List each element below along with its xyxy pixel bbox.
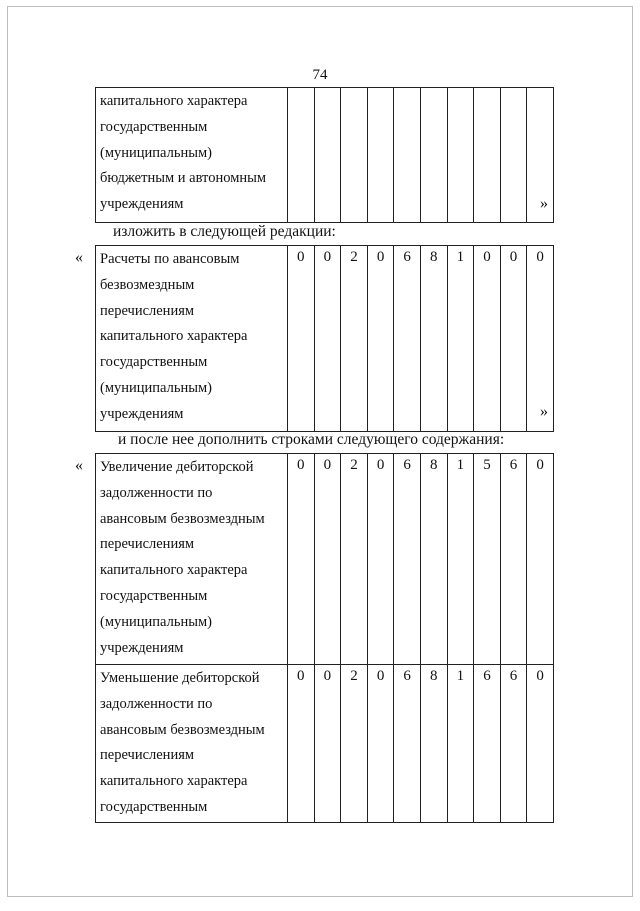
code-digit: 6: [394, 665, 421, 823]
code-digit: 1: [447, 665, 474, 823]
code-digit: 1: [447, 454, 474, 665]
code-digit: 6: [474, 665, 501, 823]
code-digit: 0: [288, 665, 315, 823]
instruction-text-1: изложить в следующей редакции:: [113, 223, 336, 240]
code-digit: [447, 88, 474, 223]
close-quote-2: »: [540, 403, 548, 420]
row-label: капитального характера государственным (муниципальным) бюджетным и автономным учреждениям: [96, 88, 288, 223]
close-quote-1: »: [540, 195, 548, 212]
code-digit: 2: [341, 246, 368, 432]
code-digit: 0: [288, 454, 315, 665]
code-digit: 6: [500, 454, 527, 665]
code-table-1: [95, 87, 554, 223]
code-digit: 5: [474, 454, 501, 665]
open-quote-2: «: [75, 249, 83, 266]
instruction-text-2: и после нее дополнить строками следующего содержания:: [118, 431, 505, 448]
page-number: 74: [312, 67, 328, 83]
code-digit: 0: [367, 665, 394, 823]
code-digit: [341, 88, 368, 223]
table-row: [96, 246, 554, 432]
code-digit: [394, 88, 421, 223]
open-quote-3: «: [75, 457, 83, 474]
code-digit: 0: [527, 246, 554, 432]
code-digit: 0: [527, 665, 554, 823]
code-digit: 0: [314, 246, 341, 432]
table-row: [96, 88, 554, 223]
code-digit: [288, 88, 315, 223]
code-digit: 0: [367, 454, 394, 665]
code-digit: [500, 88, 527, 223]
code-digit: [314, 88, 341, 223]
table-row: [96, 454, 554, 665]
code-digit: [474, 88, 501, 223]
code-digit: 8: [420, 454, 447, 665]
code-digit: 1: [447, 246, 474, 432]
code-table-2: [95, 245, 554, 432]
code-digit: 2: [341, 454, 368, 665]
row-label: Уменьшение дебиторской задолженности по авансовым безвозмездным перечислениям капитального характера государственным: [96, 665, 288, 823]
code-digit: 0: [500, 246, 527, 432]
document-page: [7, 6, 633, 897]
code-digit: 0: [527, 454, 554, 665]
table-row: [96, 665, 554, 823]
code-digit: [420, 88, 447, 223]
code-digit: 8: [420, 246, 447, 432]
code-digit: 0: [288, 246, 315, 432]
code-digit: 6: [394, 246, 421, 432]
row-label: Расчеты по авансовым безвозмездным перечислениям капитального характера государственным (муниципальным) учреждениям: [96, 246, 288, 432]
code-digit: 2: [341, 665, 368, 823]
code-digit: 0: [314, 454, 341, 665]
code-digit: 8: [420, 665, 447, 823]
code-digit: 0: [474, 246, 501, 432]
row-label: Увеличение дебиторской задолженности по авансовым безвозмездным перечислениям капитального характера государственным (муниципальным) учреждениям: [96, 454, 288, 665]
code-digit: 0: [367, 246, 394, 432]
code-digit: [367, 88, 394, 223]
code-digit: 6: [394, 454, 421, 665]
code-digit: 0: [314, 665, 341, 823]
code-table-3: [95, 453, 554, 823]
code-digit: 6: [500, 665, 527, 823]
